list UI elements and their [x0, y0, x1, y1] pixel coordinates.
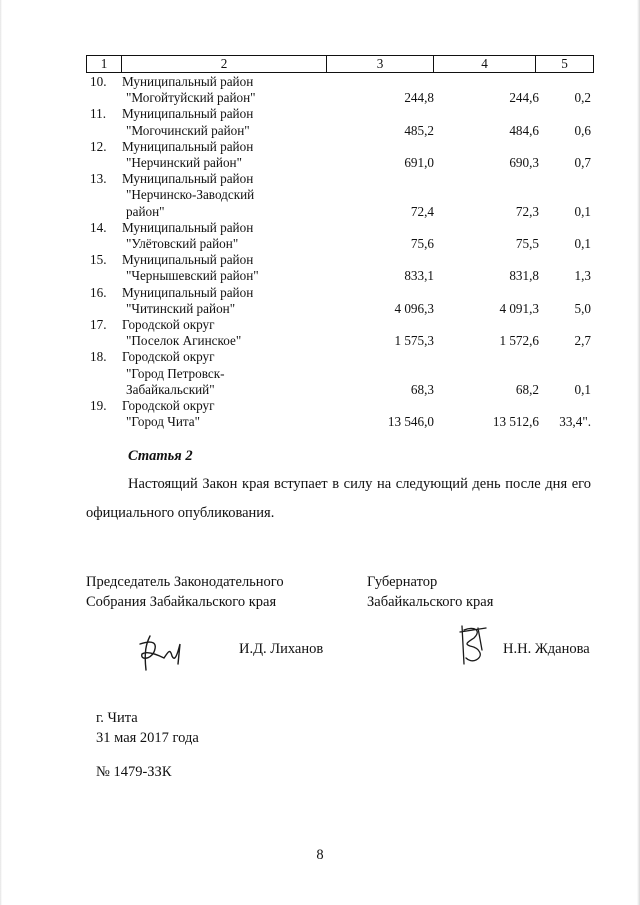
row-value-col-4: 75,5: [515, 236, 539, 252]
row-value-col-5: 1,3: [574, 268, 591, 284]
row-name: [122, 220, 340, 252]
row-name-line: Муниципальный район: [122, 219, 254, 235]
header-col-4: 4: [433, 56, 535, 72]
date: 31 мая 2017 года: [96, 730, 199, 746]
row-value-col-4: 690,3: [509, 155, 539, 171]
handwritten-signature-left: [136, 630, 188, 675]
place: г. Чита: [96, 710, 138, 726]
row-name-line: район": [126, 203, 165, 219]
row-value-col-5: 0,1: [574, 203, 591, 219]
handwritten-signature-right: [452, 622, 496, 668]
row-name: [122, 317, 340, 349]
row-value-col-3: 833,1: [404, 268, 434, 284]
right-title-line: Губернатор: [367, 574, 438, 590]
row-name-line: "Чернышевский район": [126, 268, 259, 284]
row-value-col-3: 485,2: [404, 122, 434, 138]
row-name: [122, 349, 340, 398]
table-row: [86, 74, 594, 106]
row-name-line: "Улётовский район": [126, 236, 239, 252]
row-value-col-3: 691,0: [404, 155, 434, 171]
row-number: 16.: [90, 284, 107, 300]
table-row: [86, 398, 594, 430]
row-value-col-4: 484,6: [509, 122, 539, 138]
header-col-2: 2: [121, 56, 326, 72]
row-number: 18.: [90, 349, 107, 365]
table-row: [86, 349, 594, 398]
table-body: [86, 74, 594, 430]
row-value-col-3: 68,3: [410, 381, 434, 397]
row-name-line: "Нерчинско-Заводский: [126, 187, 255, 203]
row-value-col-5: 0,1: [574, 381, 591, 397]
row-name-line: "Нерчинский район": [126, 155, 242, 171]
data-table: [86, 55, 594, 430]
row-number: 14.: [90, 219, 107, 235]
row-name-line: Муниципальный район: [122, 74, 254, 89]
row-name-line: "Город Петровск-: [126, 365, 225, 381]
row-name: [122, 139, 340, 171]
left-signatory-name: И.Д. Лиханов: [239, 641, 324, 657]
header-col-1: 1: [100, 56, 108, 71]
row-value-col-3: 75,6: [410, 236, 434, 252]
row-value-col-4: 68,2: [515, 381, 539, 397]
row-name: [122, 74, 340, 106]
left-title-line: Председатель Законодательного: [86, 574, 284, 590]
row-name: [122, 171, 340, 220]
row-number: 12.: [90, 138, 107, 154]
row-value-col-5: 2,7: [574, 333, 591, 349]
row-value-col-4: 72,3: [515, 203, 539, 219]
row-number: 13.: [90, 171, 107, 187]
row-value-col-4: 1 572,6: [499, 333, 539, 349]
row-number: 15.: [90, 252, 107, 268]
left-title-line: Собрания Забайкальского края: [86, 594, 277, 610]
header-col-5: 5: [535, 56, 593, 72]
row-number: 10.: [90, 74, 107, 89]
right-signatory-title: [367, 572, 493, 612]
row-number: 17.: [90, 317, 107, 333]
row-value-col-5: 33,4".: [559, 414, 591, 430]
right-title-line: Забайкальского края: [367, 594, 494, 610]
right-signatory-name: Н.Н. Жданова: [503, 641, 590, 657]
row-value-col-5: 0,2: [574, 90, 591, 106]
row-name-line: Муниципальный район: [122, 252, 254, 268]
row-value-col-3: 1 575,3: [394, 333, 434, 349]
row-value-col-3: 4 096,3: [394, 300, 434, 316]
row-value-col-5: 0,1: [574, 236, 591, 252]
row-value-col-3: 244,8: [404, 90, 434, 106]
row-name-line: "Поселок Агинское": [126, 333, 242, 349]
row-name-line: Муниципальный район: [122, 138, 254, 154]
row-value-col-4: 13 512,6: [492, 414, 539, 430]
row-number: 19.: [90, 398, 107, 414]
row-name: [122, 252, 340, 284]
table-row: [86, 220, 594, 252]
row-name-line: Муниципальный район: [122, 284, 254, 300]
table-row: [86, 139, 594, 171]
row-name-line: "Город Чита": [126, 414, 201, 430]
row-number: 11.: [90, 106, 106, 122]
row-value-col-5: 5,0: [574, 300, 591, 316]
table-row: [86, 171, 594, 220]
scan-edge-left: [0, 0, 2, 905]
article-text: Настоящий Закон края вступает в силу на следующий день после дня его официального опубликования.: [86, 476, 591, 521]
table-row: [86, 317, 594, 349]
table-row: [86, 285, 594, 317]
left-signatory-title: [86, 572, 284, 612]
row-value-col-4: 4 091,3: [499, 300, 539, 316]
row-name: [122, 285, 340, 317]
row-value-col-5: 0,7: [574, 155, 591, 171]
row-name-line: Городской округ: [122, 349, 215, 365]
row-value-col-4: 244,6: [509, 90, 539, 106]
row-name-line: Городской округ: [122, 317, 215, 333]
table-header-row: [86, 55, 594, 73]
row-value-col-3: 13 546,0: [387, 414, 434, 430]
table-row: [86, 106, 594, 138]
row-name-line: "Читинский район": [126, 300, 236, 316]
row-name-line: "Могойтуйский район": [126, 90, 256, 106]
row-name-line: Забайкальский": [126, 381, 215, 397]
place-and-date: [96, 708, 199, 748]
row-name: [122, 106, 340, 138]
row-value-col-5: 0,6: [574, 122, 591, 138]
header-col-3: 3: [326, 56, 433, 72]
row-name-line: Муниципальный район: [122, 106, 254, 122]
row-name-line: "Могочинский район": [126, 122, 250, 138]
row-name-line: Городской округ: [122, 398, 215, 414]
article-title: Статья 2: [128, 448, 193, 464]
page-number: 8: [316, 847, 324, 863]
table-row: [86, 252, 594, 284]
document-number: № 1479-ЗЗК: [96, 764, 172, 780]
row-value-col-3: 72,4: [410, 203, 434, 219]
row-value-col-4: 831,8: [509, 268, 539, 284]
row-name: [122, 398, 340, 430]
row-name-line: Муниципальный район: [122, 171, 254, 187]
